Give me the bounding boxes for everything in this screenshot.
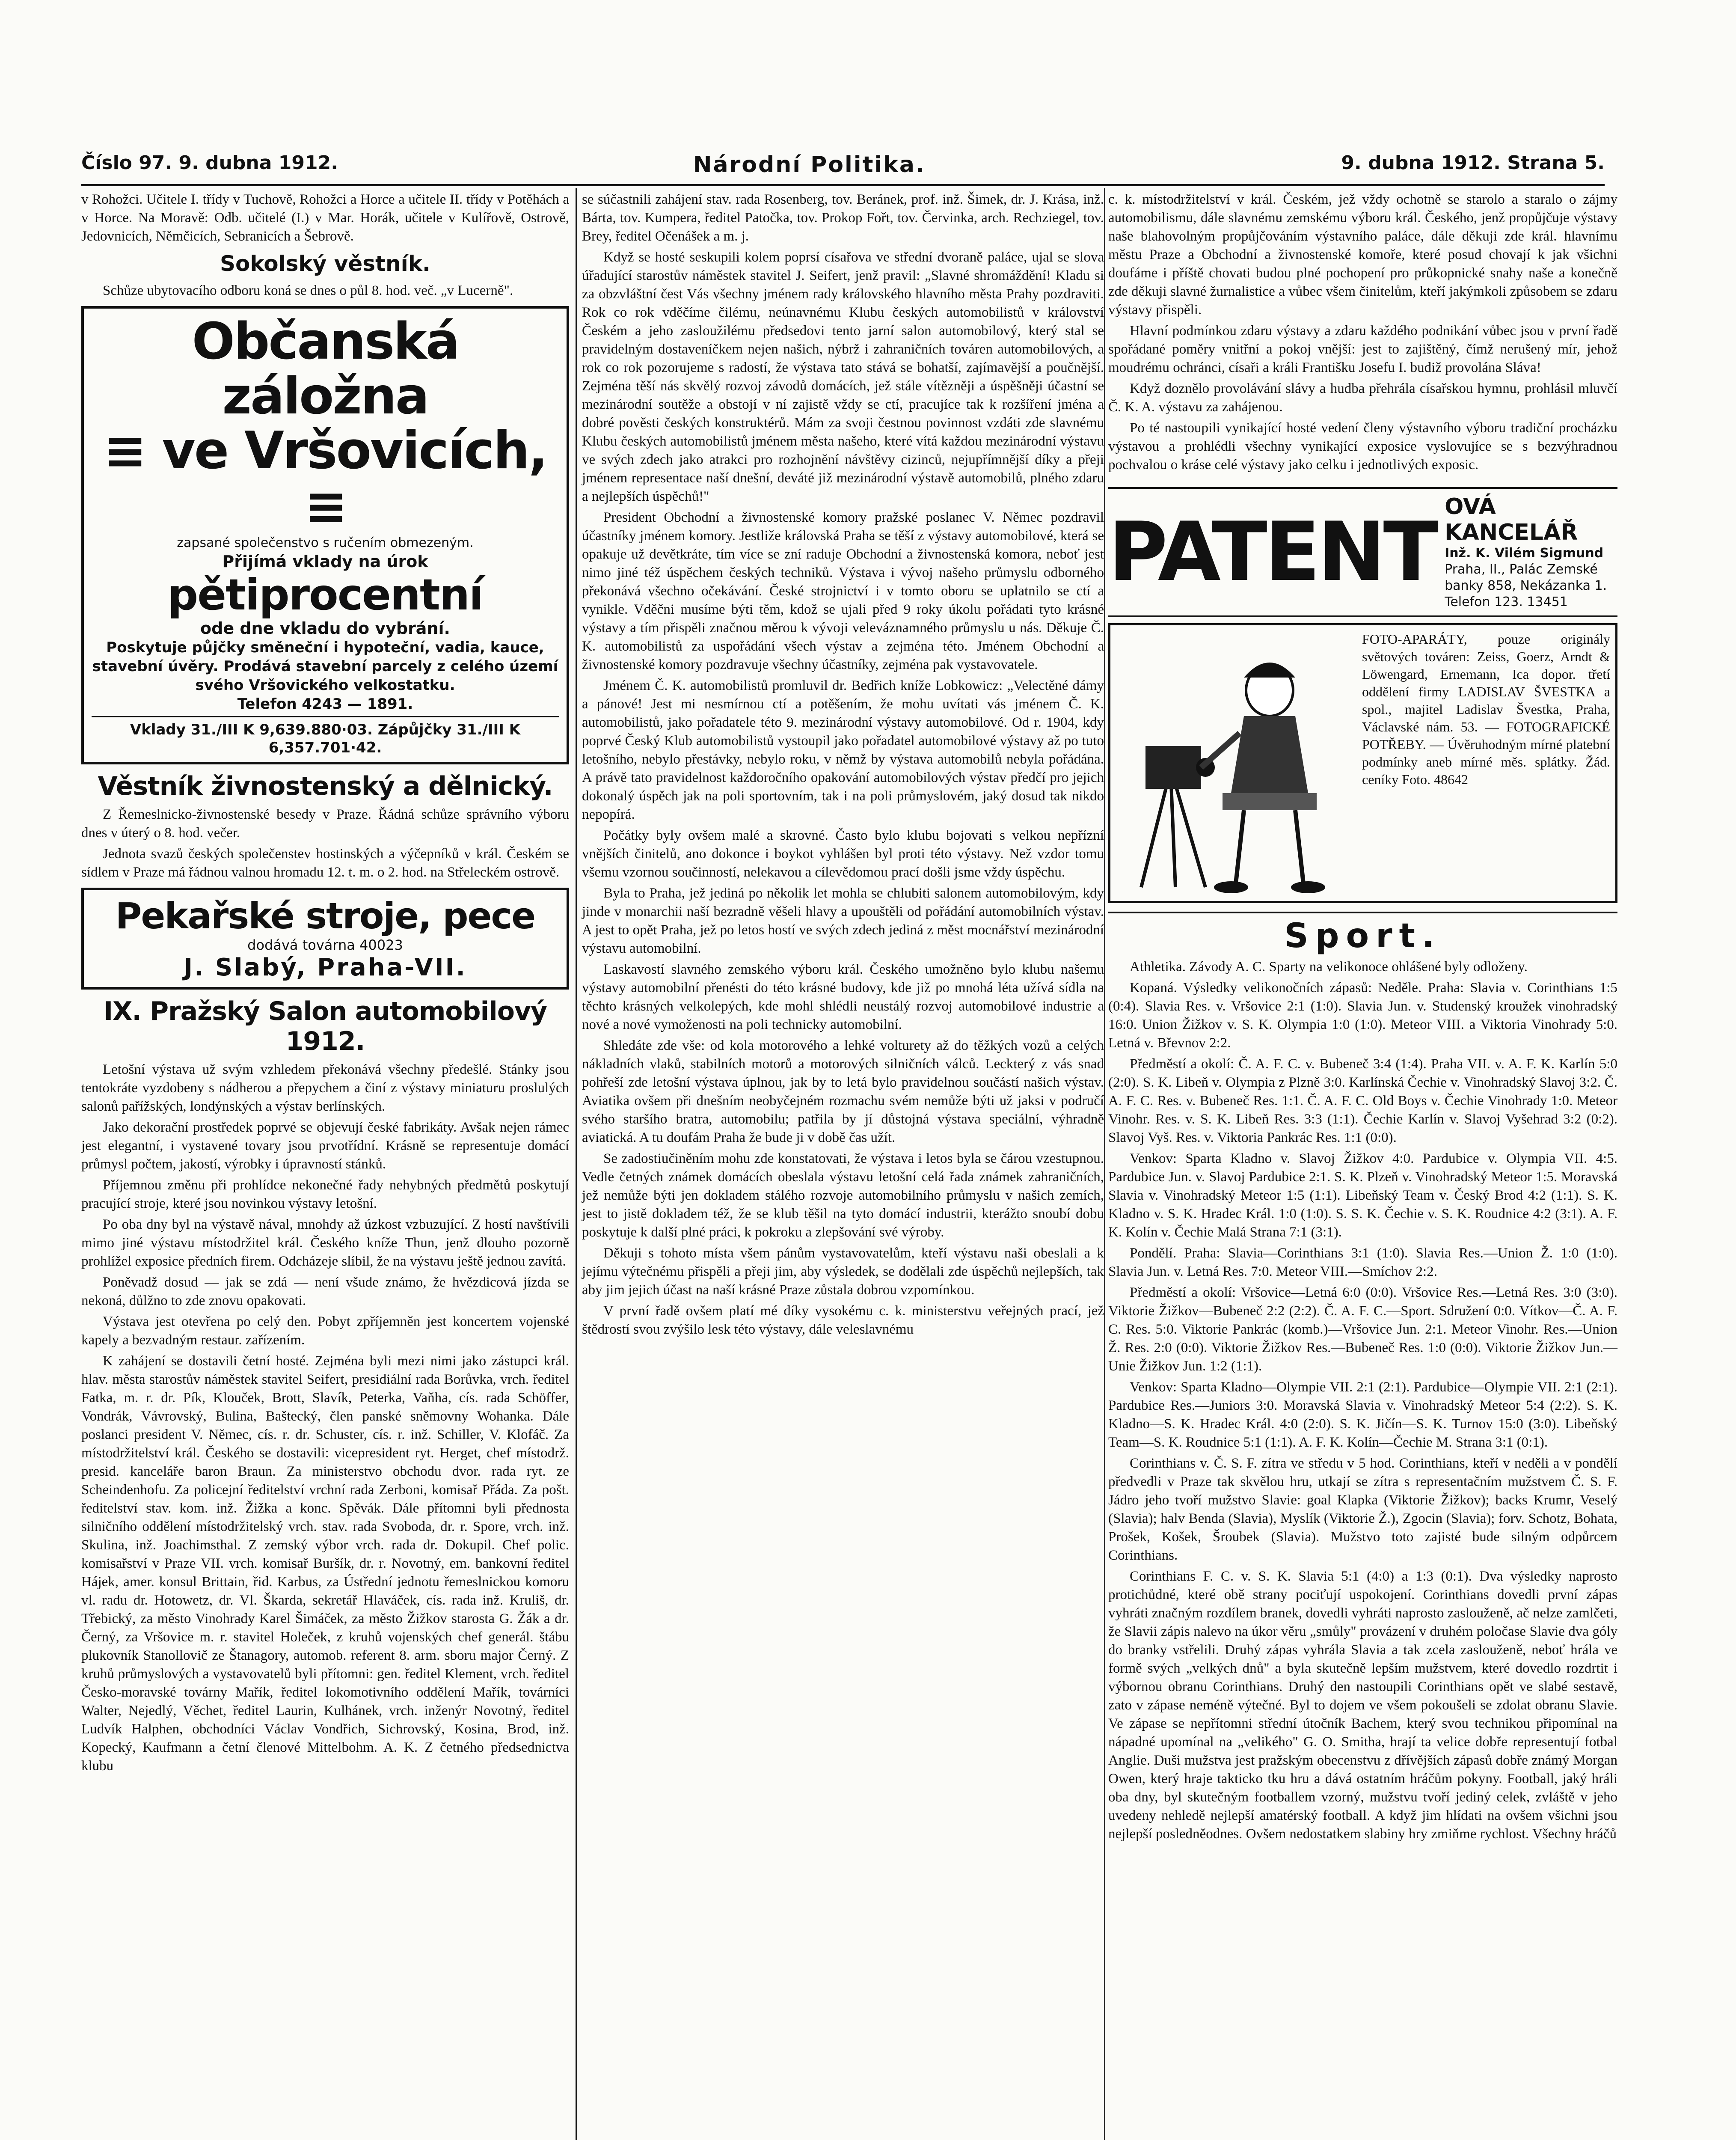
sport-item: Kopaná. Výsledky velikonočních zápasů: Neděle. Praha: Slavia v. Corinthians 1:5 (0:4). Slavia Res. v. Vršovice 2:1 (1:0). Slavia Jun. v. Studenský kroužek vinohradský 16:0. Union Žižkov v. S. K. Olympia 1:0 (1:0). Meteor VIII. a Viktoria Vinohrady 5:0. Letná v. Břevnov 2:2. [1108, 980, 1617, 1051]
header-rule [81, 184, 1605, 186]
article-paragraph: Když doznělo provolávání slávy a hudba přehrála císařskou hymnu, prohlásil mluvčí Č. K. A. výstavu za zahájenou. [1108, 381, 1617, 415]
newspaper-title: Národní Politika. [693, 152, 926, 178]
column-divider [1104, 188, 1105, 2140]
ad-number: 13451 [1527, 594, 1568, 609]
ad-text: zapsané společenstvo s ručením obmezeným. [177, 535, 474, 550]
article-paragraph: Poněvadž dosud — jak se zdá — není všude známo, že hvězdicová jízda se nekoná, důlžno to zde znovu opakovati. [81, 1275, 569, 1308]
column-3 [1108, 190, 1617, 1846]
article-paragraph: President Obchodní a živnostenské komory pražské poslanec V. Němec pozdravil účastníky jménem komory. Jestliže královská Praha se těší z výstavy automobilové, která se opakuje už devětkráte, tím více se zní raduje Obchodní a živnostenská komora, neboť jest nimo jiné též úspěchem českých techniků. Výstava i vývoj našeho průmyslu odborného překonává všechno očekávání. České strojnictví i v tomto oboru se uplatnilo se ctí a vynikle. Vděčni musíme býti těm, kdož se ujali před 9 roky úkolu pořádati tyto krásné výstavy a tím přispěli značnou měrou k vývoji veleváznamného průmyslu u nás. Děkuje Č. K. automobilistů za uspořádání všech výstav a zejména této. Jménem Obchodní a živnostenské komory pozdravuje všechny účastníky, zejména pak vystavovatele. [582, 510, 1104, 672]
article-paragraph: Hlavní podmínkou zdaru výstavy a zdaru každého podnikání vůbec jsou v první řadě spořádané poměry vnitřní a pokoj vnější: jest to zajištěný, čímž nerušený mír, jehož moudrému ochránci, císaři a králi Františku Josefu I. budiž provolána Sláva! [1108, 323, 1617, 375]
ad-text: Praha, II., Palác Zemské [1445, 562, 1598, 577]
article-paragraph: Příjemnou změnu při prohlídce nekonečné řady nehybných předmětů poskytují pracující stroje, které jsou novinkou výstavy letošní. [81, 1177, 569, 1211]
advertisement-zalozna [81, 306, 569, 764]
ad-subtitle: OVÁ KANCELÁŘ [1445, 494, 1578, 545]
sport-item: Corinthians v. Č. S. F. zítra ve středu v 5 hod. Corinthians, kteří v neděli a v pondělí předvedli v Praze tak skvělou hru, utkají se zítra s representačním mužstvem Č. S. F. Jádro jeho tvoří mužstvo Slavie: goal Klapka (Viktorie Žižkov); backs Krumr, Veselý (Slavia); halv Benda (Slavia), Myslík (Viktorie Ž.), Zgocin (Slavia); forv. Schotz, Bohata, Prošek, Košek, Šroubek (Slavia). Mužstvo toto zajisté bude silným odpůrcem Corinthians. [1108, 1456, 1617, 1563]
section-heading-sokol: Sokolský věstník. [220, 251, 430, 276]
sokol-notice: Schůze ubytovacího odboru koná se dnes o půl 8. hod. več. „v Lucerně". [103, 283, 513, 298]
ad-text: Přijímá vklady na úrok [222, 552, 428, 571]
article-paragraph: se súčastnili zahájení stav. rada Rosenberg, tov. Beránek, prof. inž. Šimek, dr. J. Krása, inž. Bárta, tov. Kumpera, ředitel Patočka, tov. Prokop Fořt, tov. Červinka, arch. Rechziegel, tov. Brey, ředitel Očenášek a m. j. [582, 192, 1104, 244]
article-paragraph: K zahájení se dostavili četní hosté. Zejména byli mezi nimi jako zástupci král. hlav. města starostův náměstek stavitel Seifert, presidiální rada Borůvka, vrch. ředitel Fatka, m. r. dr. Pík, Klouček, Brott, Slavík, Peterka, Vaňha, cís. rada Schöffer, Vondrák, Vávrovský, Bulina, Baštecký, člen panské sněmovny Wohanka. Dále poslanci president V. Němec, cís. r. dr. Schuster, cís. r. inž. Schiller, V. Klofáč. Za místodržitelství král. Českého se dostavili: vicepresident ryt. Herget, chef místodrž. presid. kanceláře baron Braun. Za ministerstvo obchodu dvor. rada ryt. ze Scheindenhofu. Za policejní ředitelství vrchní rada Zerboni, komisař Přáda. Za pošt. ředitelství stav. kom. inž. Žižka a konc. Spěvák. Dále přítomni byli přednosta silničního oddělení místodržitelský vrch. stav. rada Svoboda, dr. r. Spore, vrch. inž. Skulina, inž. Joachimsthal. Z zemský výbor vrch. rada dr. Dokupil. Chef polic. komisařství v Praze VII. vrch. komisař Buršík, dr. r. Novotný, em. bankovní ředitel Hájek, amer. konsul Brittain, řid. Karbus, za Ústřední jednotu řemeslnickou komoru vl. radu dr. Hotowetz, dr. Vl. Škarda, sekretář Hlaváček, cís. rada inž. Kruliš, dr. Třebický, za město Vinohrady Karel Šimáček, za město Žižkov starosta G. Žák a dr. Černý, za Vršovice m. r. stavitel Holeček, z kruhů vojenských chef generál. štábu plukovník Stanollovič ze Štanagory, automob. referent 8. arm. sboru major Černý. Z kruhů průmyslových a vystavovatelů byli přítomni: gen. ředitel Klement, vrch. ředitel Česko-moravské továrny Mařík, ředitel lokomotivního oddělení Mařík, továrníci Walter, Nejedlý, Věchet, ředitel Laurin, Kulhánek, vrch. inženýr Novotný, ředitel Ludvík Halphen, obchodníci Václav Vondřich, Sichrovský, Kosina, Brod, inž. Kopecký, Kaufmann a četní členové Mittelbohm. A. K. Z četného předsednictva klubu [81, 1353, 569, 1774]
article-paragraph: V první řadě ovšem platí mé díky vysokému c. k. ministerstvu veřejných prací, jež štědrostí svou zvýšilo lesk této výstavy, dále veleslavnému [582, 1303, 1104, 1337]
article-paragraph: Když se hosté seskupili kolem poprsí císařova ve střední dvoraně paláce, ujal se slova úřadující starostův náměstek stavitel J. Seifert, jenž pravil: „Slavné shromáždění! Kladu si za obzvláštní čest Vás všechny jménem rady královského hlavního města Prahy pozdraviti. Rok co rok vděčíme čilému, neúnavnému Klubu českých automobilistů v království Českém a jeho zasloužilému předsedovi tento jarní salon automobilový, který stal se pravidelným dostaveníčkem nejen našich, nýbrž i zahraničních továren automobilových, a rok co rok pozorujeme s radostí, že výstava tato stává se bohatší, zajímavější a poučnější. Zejména těší nás skvělý rozvoj závodů domácích, jež stále vítězněji a úspěšněji účastní se mezinárodní soutěže a obstojí v ní zajistě vždy se ctí, pracujíce tak k rozšíření jména a dobré pověsti českých konstruktérů. Mám za svoji čestnou povinnost vzdáti zde slavnému Klubu českých automobilistů jménem města našeho, které vítá každou mezinárodní výstavu ve svých zdech jako atrakci pro rozhojnění návštěvy cizinců, nejupřímnější díky a přeji jménem representace naší dnešní, deváté již mezinárodní výstavě automobilů, plného zdaru a nejlepších úspěchů!" [582, 250, 1104, 504]
page-header [81, 152, 1605, 182]
ad-company: J. Slabý, Praha-VII. [184, 954, 467, 981]
advertisement-patent [1108, 487, 1617, 617]
page-number: 9. dubna 1912. Strana 5. [1341, 152, 1605, 174]
article-title: IX. Pražský Salon automobilový 1912. [103, 996, 547, 1056]
news-item: Jednota svazů českých společenstev hostinských a výčepníků v král. Českém se sídlem v Praze má řádnou valnou hromadu 12. t. m. o 2. hod. na Střeleckém ostrově. [81, 846, 569, 880]
ad-number: 48642 [1433, 772, 1468, 787]
article-paragraph: Po oba dny byl na výstavě nával, mnohdy až úzkost vzbuzující. Z hostí navštívili mimo jiné výstavu místodržitel král. Českého kníže Thun, jenž dlouho pozorně prohlížel exposice předních firem. Odcházeje slíbil, že na výstavu ještě jednou zavítá. [81, 1217, 569, 1269]
ad-text: FOTO-APARÁTY, pouze originály světových továren: Zeiss, Goerz, Arndt & Löwengard, Ernemann, Ica dopor. třetí oddělení firmy LADISLAV ŠVESTKA a spol., majitel Ladislav Švestka, Praha, Václavské nám. 53. — FOTOGRAFICKÉ POTŘEBY. — Úvěruhodným mírné platební podmínky aneb mírné měs. splátky. Žád. ceníky Foto. [1362, 631, 1610, 787]
article-paragraph: Jménem Č. K. automobilistů promluvil dr. Bedřich kníže Lobkowicz: „Velectěné dámy a pánové! Jest mi nesmírnou ctí a potěšením, že mohu uvítati vás jménem Č. K. automobilistů, jako pořadatele této 9. mezinárodní výstavy automobilové. Od r. 1904, kdy poprvé Český Klub automobilistů vystoupil jako pořadatel automobilové výstavy až po tuto letošního, nebylo přestávky, nebylo roku, v němž by výstava automobilů nebyla pořádána. A právě tato pravidelnost každoročního opakování automobilových výstav předčí pro jejich dokonalý úspěch jak na poli sportovním, tak i na poli průmyslovém, jaký dosud tak nikdo nepopírá. [582, 678, 1104, 822]
sport-item: Předměstí a okolí: Vršovice—Letná 6:0 (0:0). Vršovice Res.—Letná Res. 3:0 (3:0). Viktorie Žižkov—Bubeneč 2:2 (2:2). Č. A. F. C.—Sport. Sdružení 0:0. Vítkov—Č. A. F. C. Res. 5:0. Viktorie Pankrác (komb.)—Vršovice Jun. 2:1. Meteor Vinohr. Res.—Union Ž. Res. 2:0 (0:0). Viktorie Žižkov Res.—Bubeneč Res. 1:0 (0:0). Viktorie Žižkov Jun.—Unie Žižkov Jun. 1:2 (1:1). [1108, 1285, 1617, 1374]
photographer-illustration [1116, 630, 1355, 896]
ad-phone: Telefon 4243 — 1891. [237, 696, 413, 713]
ad-title: Pekařské stroje, pece [115, 895, 535, 937]
article-paragraph: Po té nastoupili vynikající hosté vedení členy výstavního výboru tradiční procházku výstavou a prohlédli všechny vynikající exposice vyslovujíce se s bezvýhradnou pochvalou o kráse celé výstavy jako celku i jednotlivých exposic. [1108, 420, 1617, 473]
article-paragraph: Děkuji s tohoto místa všem pánům vystavovatelům, kteří výstavu naši obeslali a k jejímu výtečnému přispěli a přeji jim, aby výsledek, se dodělali zde úspěchů nejlepších, tak aby jim jejich účast na naší krásné Praze zůstala dobrou vzpomínkou. [582, 1245, 1104, 1298]
ad-text: Poskytuje půjčky směneční i hypoteční, vadia, kauce, stavební úvěry. Prodává stavební parcely z celého území svého Vršovického velkostatku. [92, 639, 558, 694]
article-paragraph: Shledáte zde vše: od kola motorového a lehké volturety až do těžkých vozů a celých nákladních vlaků, stabilních motorů a motorových silničních válců. Leckterý z vás snad pohřeší zde letošní výstava úplnou, jak by to letá bylo pravidelnou součástí našich výstav. Aviatika ovšem při dnešním neobyčejném rozmachu svém nemůže býti už jaksi v područí svého staršího bratra, automobilu; patřila by jí důstojná výstava speciální, výhradně aviatická. A tu doufám Praha že bude ji v době čas užít. [582, 1038, 1104, 1145]
article-paragraph: Výstava jest otevřena po celý den. Pobyt zpříjemněn jest koncertem vojenské kapely a bezvadným restaur. zařízením. [81, 1314, 569, 1348]
ad-text: banky 858, Nekázanka 1. [1445, 578, 1607, 593]
sport-item: Předměstí a okolí: Č. A. F. C. v. Bubeneč 3:4 (1:4). Praha VII. v. A. F. K. Karlín 5:0 (2:0). S. K. Libeň v. Olympia z Plzně 3:0. Karlínská Čechie v. Vinohradský Slavoj 3:2. Č. A. F. C. Res. v. Bubeneč Res. 1:1. Č. A. F. C. Old Boys v. Čechie Vinohrady 1:0. Meteor Vinohr. Res. v. S. K. Libeň Res. 3:3 (1:1). Čechie Karlín v. Slavoj Vyšehrad 3:2 (0:2). Slavoj Vyš. Res. v. Viktoria Pankrác Res. 1:1 (0:0). [1108, 1056, 1617, 1145]
article-paragraph: Počátky byly ovšem malé a skrovné. Často bylo klubu bojovati s velkou nepřízní vnějších činitelů, ano dokonce i boykot vyhlášen byl proti této výstavy. Než vzdor tomu všemu vzornou součinností, nelekavou a cílevědomou prací došli jsme vždy úspěchu. [582, 828, 1104, 880]
sport-item: Venkov: Sparta Kladno v. Slavoj Žižkov 4:0. Pardubice v. Olympia VII. 4:5. Pardubice Jun. v. Slavoj Pardubice 2:1. S. K. Plzeň v. Vinohradský Meteor 1:5. Moravská Slavia v. Vinohradský Meteor 1:5 (1:1). Libeňský Team v. Český Brod 4:2 (1:1). S. K. Kladno v. S. K. Hradec Král. 1:0 (1:0). S. S. K. Čechie v. S. K. Roudnice 4:2 (3:1). A. F. K. Kolín v. Čechie Malá Strana 7:1 (3:1). [1108, 1151, 1617, 1240]
article-paragraph: Se zadostiučiněním mohu zde konstatovati, že výstava i letos byla se čárou vzestupnou. Vedle četných známek domácích obeslala výstavu letošní celá řada známek zahraničních, jež nemůže býti jen dokladem stálého rozvoje automobilního průmyslu v našich zemích, jest to jistě dokladem též, že se klub těšil na tyto domácí industrii, kterážto snoubí dobu poskytuje k další plné práci, k pokroku a zlepšování své výroby. [582, 1151, 1104, 1240]
article-paragraph: Byla to Praha, jež jediná po několik let mohla se chlubiti salonem automobilovým, kdy jinde v monarchii naší bezradně věšeli hlavy a upouštěli od pořádání automobilních výstav. A jest to opět Praha, jež po letos hostí ve svých zdech jediná z měst mocnářství mezinárodní výstavu automobilní. [582, 886, 1104, 956]
ad-text: ode dne vkladu do vybrání. [200, 619, 450, 638]
article-paragraph: Laskavostí slavného zemského výboru král. Českého umožněno bylo klubu našemu výstavy automobilní přenésti do této krásné budovy, kde již po mnohá léta užívá sídla na těchto krásných velkolepých, kde mohl shlédli neustálý rozvoj automobilové industrie a nové a nové vymoženosti na poli technicky automobilní. [582, 962, 1104, 1032]
advertisement-pekarske [81, 888, 569, 990]
article-paragraph: Jako dekorační prostředek poprvé se objevují české fabrikáty. Avšak nejen rámec jest elegantní, i vystavené tovary jsou prvotřídní. Krásně se representuje domácí průmysl počtem, jakostí, výrobky i úpravností stánků. [81, 1120, 569, 1172]
column-2 [582, 190, 1104, 1341]
ad-deposits: Vklady 31./III K 9,639.880·03. Zápůjčky 31./III K 6,357.701·42. [92, 716, 559, 757]
ad-highlight: pětiprocentní [167, 570, 483, 620]
news-item: Z Řemeslnicko-živnostenské besedy v Praze. Řádná schůze správního výboru dnes v úterý o 8. hod. večer. [81, 807, 569, 841]
section-heading-vestnik: Věstník živnostenský a dělnický. [98, 771, 553, 801]
sport-item: Pondělí. Praha: Slavia—Corinthians 3:1 (1:0). Slavia Res.—Union Ž. 1:0 (1:0). Slavia Jun. v. Letná Res. 7:0. Meteor VIII.—Smíchov 2:2. [1108, 1245, 1617, 1279]
ad-number: 40023 [359, 937, 403, 953]
section-heading-sport: Sport. [1108, 912, 1617, 955]
ad-phone: Telefon 123. [1445, 594, 1523, 609]
ad-subtitle: ≡ ve Vršovicích, ≡ [104, 421, 547, 536]
sport-item: Athletika. Závody A. C. Sparty na velikonoce ohlášené byly odloženy. [1130, 959, 1528, 975]
teacher-listing: v Rohožci. Učitele I. třídy v Tuchově, Rohožci a Horce a učitele II. třídy v Potěhách a v Horce. Na Moravě: Odb. učitelé (I.) v Mar. Horák, učitele v Kulířově, Ostrově, Jedovnicích, Němčicích, Sebranicích a Šebrově. [81, 192, 569, 244]
ad-text: Inž. K. Vilém Sigmund [1445, 546, 1604, 561]
article-paragraph: c. k. místodržitelství v král. Českém, jež vždy ochotně se starolo a staralo o zájmy automobilismu, dále slavnému zemskému výboru král. Českého, jenž propůjčuje výstavy naše blahovolným propůjčováním výstavního paláce, dále děkuji zde král. hlavnímu městu Praze a Obchodní a živnostenské komoře, které posud chovají k jak všichni doufáme i příště chovati budou plné pochopení pro průkopnické snahy naše a konečně zde děkuji slavné žurnalistice a vůbec všem činitelům, kteří jakýmkoli způsobem se zdaru výstavy přispěli. [1108, 192, 1617, 318]
column-1 [81, 190, 569, 1778]
sport-item: Venkov: Sparta Kladno—Olympie VII. 2:1 (2:1). Pardubice—Olympie VII. 2:1 (2:1). Pardubice Res.—Juniors 3:0. Moravská Slavia v. Vinohradský Meteor 5:4 (2:2). S. K. Kladno—S. K. Hradec Král. 4:0 (2:0). S. K. Jičín—S. K. Turnov 15:0 (3:0). Libeňský Team—S. K. Roudnice 5:1 (1:1). A. F. K. Kolín—Čechie M. Strana 3:1 (0:1). [1108, 1379, 1617, 1450]
advertisement-foto [1108, 623, 1617, 903]
sport-item: Corinthians F. C. v. S. K. Slavia 5:1 (4:0) a 1:3 (0:1). Dva výsledky naprosto protichůdné, které obě strany pociťují uspokojení. Corinthians dovedli první zápas vyhráti značným rozdílem branek, dovedli vyhráti naprosto zaslouženě, ač nelze zamlčeti, že Slavii zápis nalevo na úkor věru „smůly" provázení v druhém poločase Slavie dva góly do branky vstřelili. Druhý zápas vyhrála Slavia a tak zcela zaslouženě, neboť hrála ve formě svých „velkých dnů" a byla skutečně lepším mužstvem, které dovedlo rozdrtit i výbornou obranu Corinthians. Druhý den nastoupili Corinthians opět ve slabé sestavě, zato v zápase neméně výtečné. Byl to dojem ve všem pokoušeli se zdolat obranu Slavie. Ve zápase se nepřítomni střední útočník Bachem, který svou technikou připomínal na nápadné upomínal na „velikého" G. O. Smitha, hrají ta velice dobře representují fotbal Anglie. Duši mužstva jest pražským obecenstvu z dřívějších zápasů dobře známý Morgan Owen, který hraje takticko tku hru a dává ostatním hráčům pokyny. Football, jaký hráli oba dny, byl skutečným footballem vzorný, mužstvu tvoří jediný celek, zvláště v jeho uvedeny nehledě nejlepší amatérský football. A když jim hlídati na ovšem všichni jsou nejlepší posledněodnes. Ovšem nedostatkem slabiny hry zmiňme rychlost. Všechny hráčů [1108, 1569, 1617, 1842]
ad-text: dodává továrna [247, 937, 355, 953]
issue-info: Číslo 97. 9. dubna 1912. [81, 152, 338, 174]
article-paragraph: Letošní výstava už svým vzhledem překonává všechny předešlé. Stánky jsou tentokráte vyzdobeny s nádherou a přepychem a činí z výstavy miniaturu proslulých salonů pařížských, londýnských a výstav berlínských. [81, 1062, 569, 1114]
column-divider [576, 188, 577, 2140]
ad-title: PATENT [1108, 505, 1436, 599]
ad-title: Občanská záložna [192, 312, 459, 425]
